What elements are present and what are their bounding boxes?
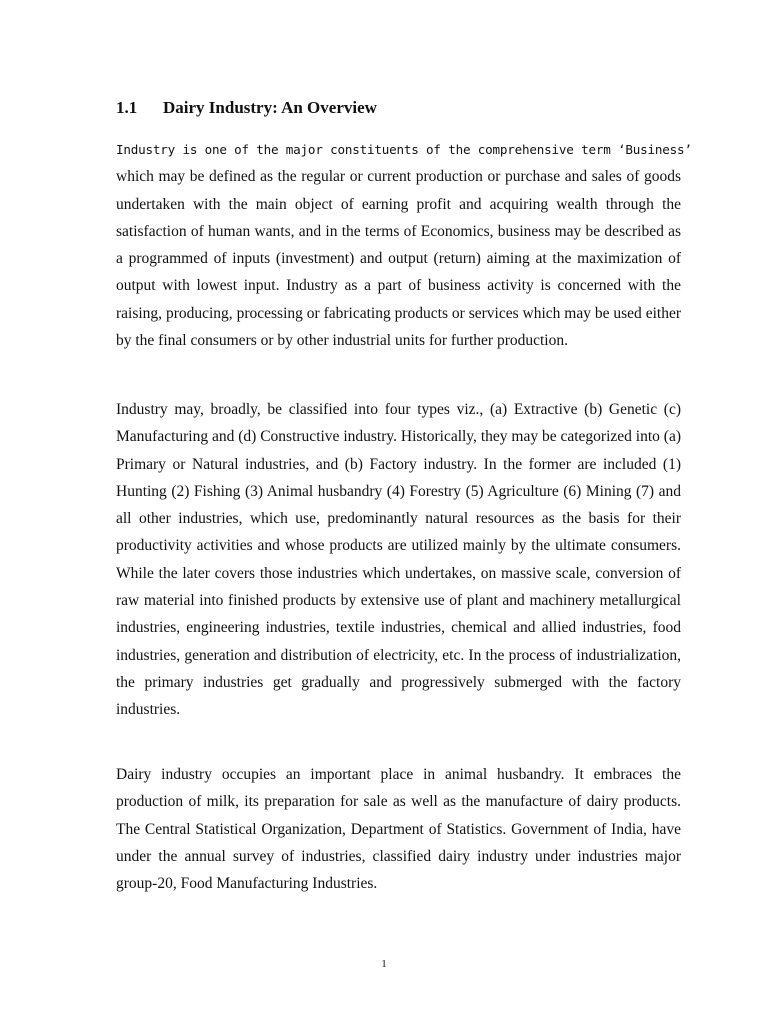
page-number: 1 (381, 958, 387, 970)
paragraph-1-first-line: Industry is one of the major constituents of the comprehensive term ‘Business’ (116, 142, 692, 157)
section-heading (116, 96, 377, 120)
paragraph-3: Dairy industry occupies an important place in animal husbandry. It embraces the production of milk, its preparation for sale as well as the manufacture of dairy products. The Central Statistical Organization, Department of Statistics. Government of India, have under the annual survey of industries, classified dairy industry under industries major group-20, Food Manufacturing Industries. (116, 766, 681, 893)
section-title: Dairy Industry: An Overview (163, 98, 377, 117)
paragraph-1 (116, 136, 692, 354)
paragraph-2: Industry may, broadly, be classified into four types viz., (a) Extractive (b) Genetic (c) Manufacturing and (d) Constructive industry. Historically, they may be categorized into (a) Primary or Natural industries, and (b) Factory industry. In the former are included (1) Hunting (2) Fishing (3) Animal husbandry (4) Forestry (5) Agriculture (6) Mining (7) and all other industries, which use, predominantly natural resources as the basis for their productivity activities and whose products are utilized mainly by the ultimate consumers. While the later covers those industries which undertakes, on massive scale, conversion of raw material into finished products by extensive use of plant and machinery metallurgical industries, engineering industries, textile industries, chemical and allied industries, food industries, generation and distribution of electricity, etc. In the process of industrialization, the primary industries get gradually and progressively submerged with the factory industries. (116, 401, 681, 719)
paragraph-1-text: which may be defined as the regular or current production or purchase and sales of goods undertaken with the main object of earning profit and acquiring wealth through the satisfaction of human wants, and in the terms of Economics, business may be described as a programmed of inputs (investment) and output (return) aiming at the maximization of output with lowest input. Industry as a part of business activity is concerned with the raising, producing, processing or fabricating products or services which may be used either by the final consumers or by other industrial units for further production. (116, 168, 681, 350)
section-number: 1.1 (116, 98, 138, 117)
